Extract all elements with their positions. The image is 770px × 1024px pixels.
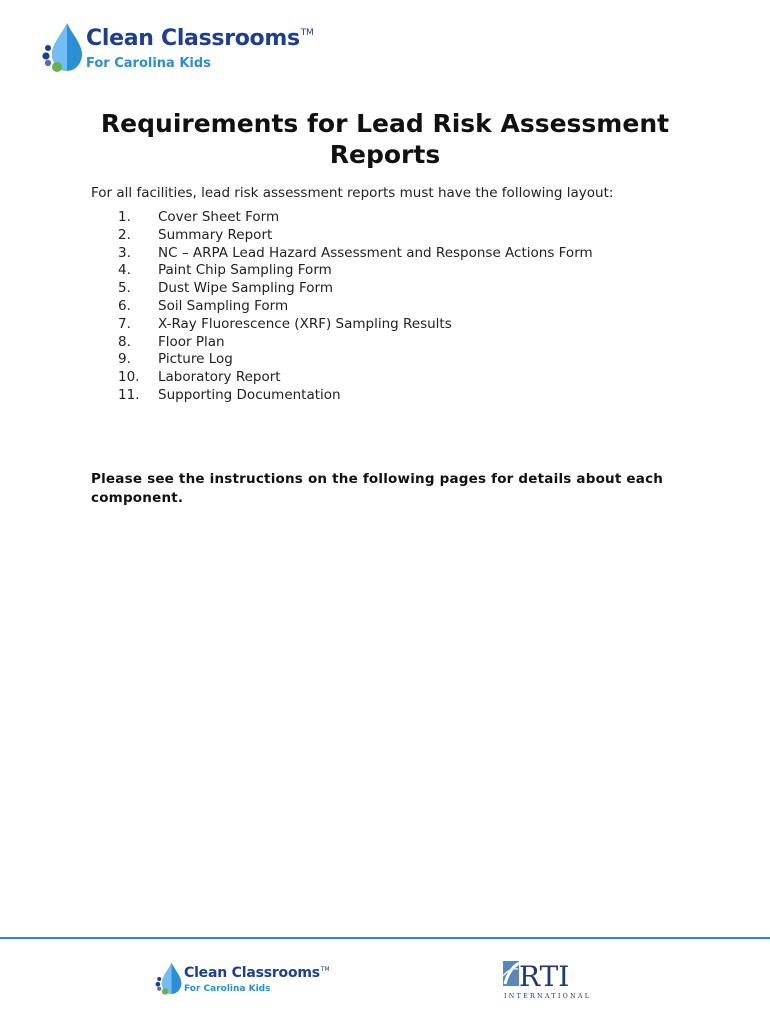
list-item: 10. Laboratory Report: [118, 369, 281, 386]
clean-classrooms-logo: [40, 22, 313, 74]
list-item: 4. Paint Chip Sampling Form: [118, 262, 332, 279]
footer-logo-tagline: For Carolina Kids: [184, 984, 271, 994]
page-title: Requirements for Lead Risk Assessment Reports: [100, 109, 670, 169]
list-item: 11. Supporting Documentation: [118, 386, 341, 403]
trademark-mark: TM: [320, 966, 330, 973]
logo-tagline: For Carolina Kids: [86, 56, 211, 71]
rti-swirl-icon: [503, 961, 519, 986]
trademark-mark: TM: [300, 28, 314, 38]
list-item: 9. Picture Log: [118, 351, 233, 368]
list-item: 7. X-Ray Fluorescence (XRF) Sampling Results: [118, 315, 452, 332]
rti-subtitle: INTERNATIONAL: [504, 993, 592, 1000]
list-item: 6. Soil Sampling Form: [118, 297, 289, 314]
list-item: 3. NC – ARPA Lead Hazard Assessment and Response Actions Form: [118, 244, 593, 261]
footer-divider: [0, 937, 770, 939]
list-item: 2. Summary Report: [118, 226, 273, 243]
list-item: 5. Dust Wipe Sampling Form: [118, 280, 334, 297]
clean-classrooms-footer-logo: [154, 962, 329, 996]
logo-name: Clean Classrooms: [86, 26, 300, 51]
footer-logo-name: Clean Classrooms: [184, 965, 320, 981]
water-drop-icon: [40, 22, 86, 74]
water-drop-icon: [154, 962, 184, 996]
intro-text: For all facilities, lead risk assessment reports must have the following layout:: [91, 185, 614, 201]
rti-international-logo: [502, 958, 602, 1002]
instructions-note: Please see the instructions on the following pages for details about each component.: [91, 471, 664, 506]
requirements-list: [118, 209, 593, 405]
list-item: 1. Cover Sheet Form: [118, 209, 280, 225]
rti-wordmark: RTI: [519, 960, 570, 993]
list-item: 8. Floor Plan: [118, 333, 225, 350]
